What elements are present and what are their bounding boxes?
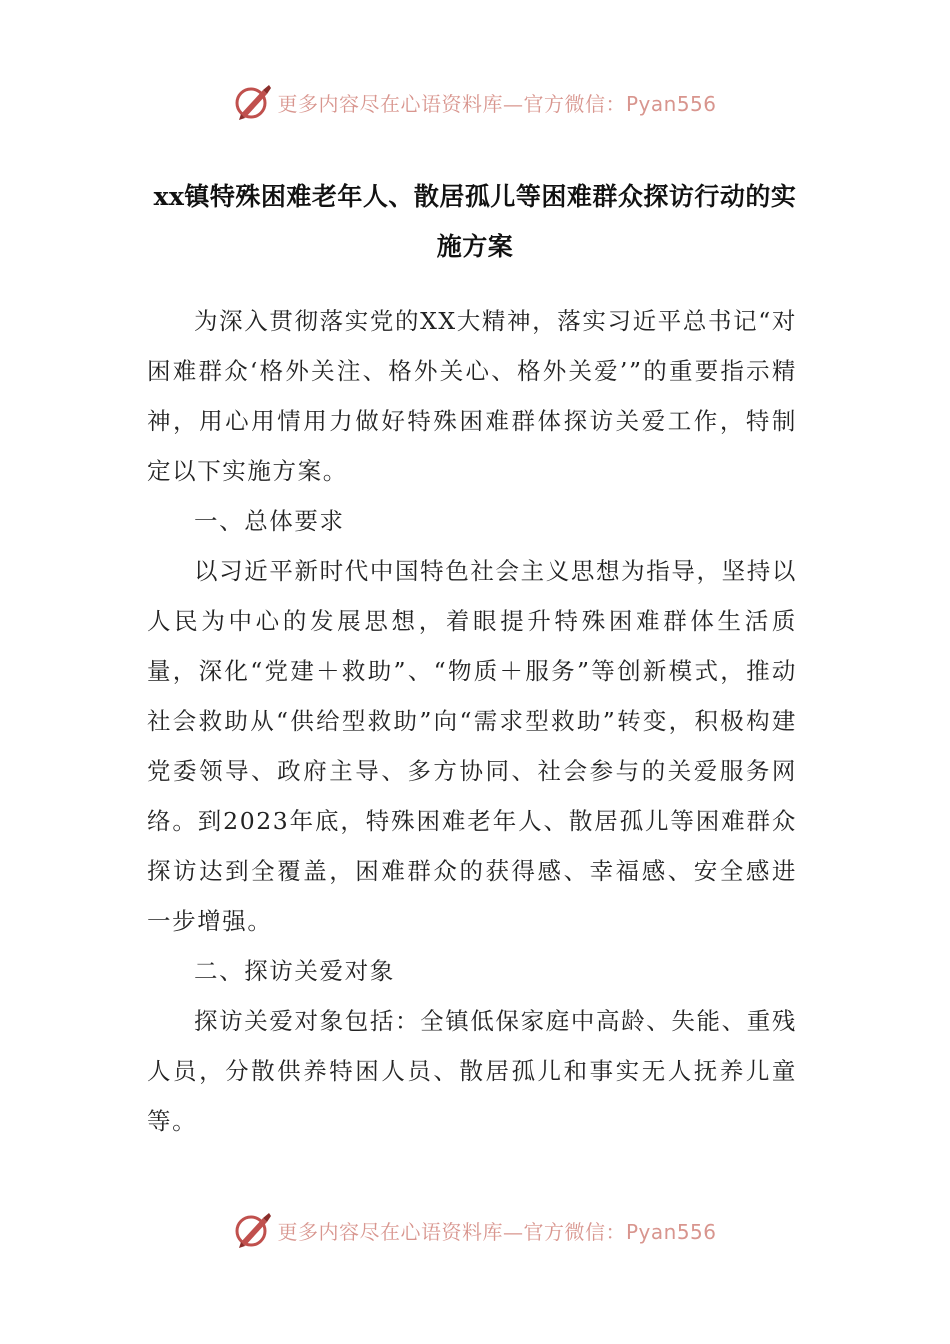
paragraph-care-targets: 探访关爱对象包括：全镇低保家庭中高龄、失能、重残人员，分散供养特困人员、散居孤儿和事实无人抚养儿童等。 xyxy=(147,1007,797,1135)
document-title: xx镇特殊困难老年人、散居孤儿等困难群众探访行动的实施方案 xyxy=(153,182,797,261)
paragraph-general-requirements: 以习近平新时代中国特色社会主义思想为指导，坚持以人民为中心的发展思想，着眼提升特殊困难群体生活质量，深化“党建＋救助”、“物质＋服务”等创新模式，推动社会救助从“供给型救助”向“需求型救助”转变，积极构建党委领导、政府主导、多方协同、社会参与的关爱服务网络。到2023年底，特殊困难老年人、散居孤儿等困难群众探访达到全覆盖，困难群众的获得感、幸福感、安全感进一步增强。 xyxy=(147,557,797,935)
footer-watermark xyxy=(0,1210,950,1250)
section-heading-1: 一、总体要求 xyxy=(194,507,345,535)
pen-logo-icon xyxy=(233,1210,273,1250)
pen-logo-icon xyxy=(233,82,273,122)
document-body xyxy=(147,296,797,1146)
watermark-text xyxy=(277,1216,716,1245)
section-heading-2: 二、探访关爱对象 xyxy=(194,957,395,985)
watermark-text xyxy=(277,88,716,117)
watermark-label: 更多内容尽在心语资料库—官方微信： xyxy=(277,1219,626,1244)
paragraph-intro: 为深入贯彻落实党的XX大精神，落实习近平总书记“对困难群众‘格外关注、格外关心、格外关爱’”的重要指示精神，用心用情用力做好特殊困难群体探访关爱工作，特制定以下实施方案。 xyxy=(147,307,797,485)
watermark-wechat-id: Pyan556 xyxy=(625,91,717,116)
watermark-wechat-id: Pyan556 xyxy=(625,1219,717,1244)
header-watermark xyxy=(0,82,950,122)
watermark-label: 更多内容尽在心语资料库—官方微信： xyxy=(277,91,626,116)
